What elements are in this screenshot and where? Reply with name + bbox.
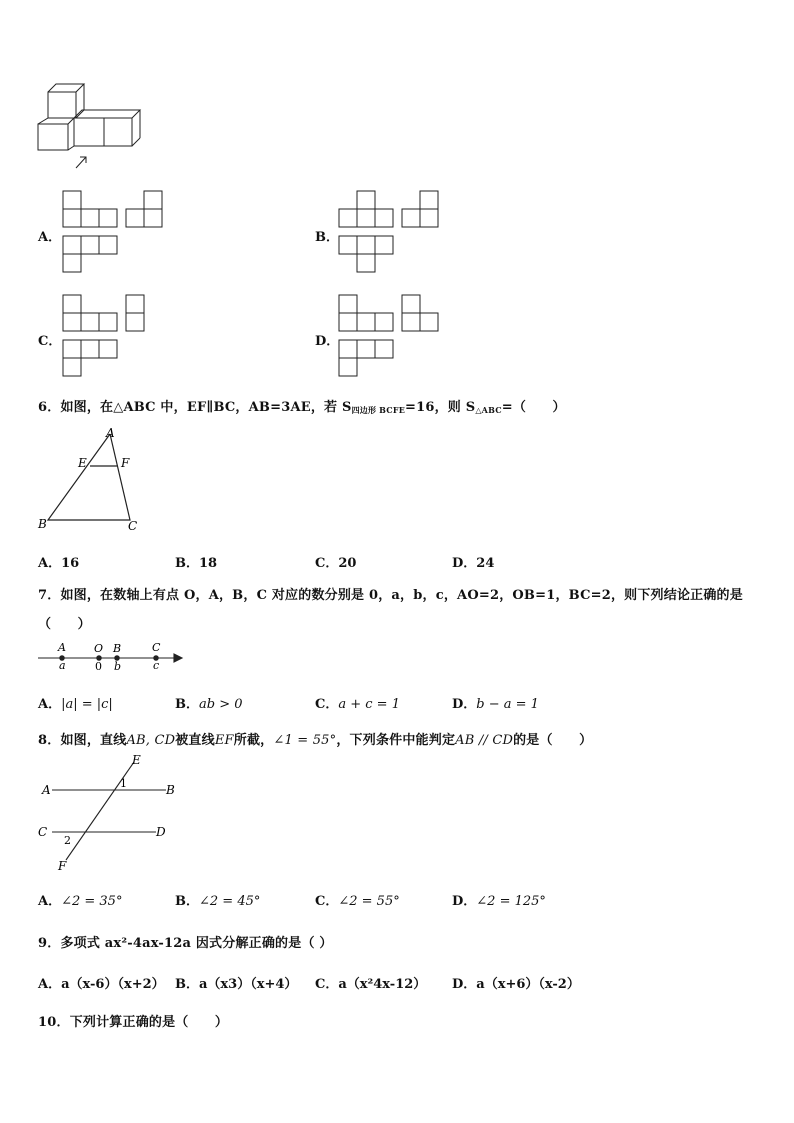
q7-label-A: A — [58, 641, 66, 654]
q7-label-B: B — [113, 642, 122, 655]
q7-stem: 7．如图，在数轴上有点 O，A，B，C 对应的数分别是 0，a，b，c，AO=2，OB=1，BC=2，则下列结论正确的是 — [38, 588, 743, 603]
view-direction-arrow-icon — [76, 157, 86, 168]
q6-option-c: C．20 — [315, 556, 357, 571]
q7-option-a: A．|a| = |c| — [38, 697, 113, 712]
q9-option-b: B．a（x3）（x+4） — [175, 977, 298, 992]
q7-label-O: O — [94, 642, 104, 655]
q5-option-c-figure — [60, 292, 152, 378]
q6-option-d: D．24 — [452, 556, 495, 571]
q9-option-a: A．a（x-6）（x+2） — [38, 977, 165, 992]
q8-option-c: C．∠2 = 55° — [315, 894, 400, 909]
q7-label-zero: 0 — [95, 660, 102, 673]
q8-label-b: B — [166, 783, 175, 797]
q10-stem: 10．下列计算正确的是（ ） — [38, 1015, 229, 1030]
q8-label-d: D — [156, 825, 166, 839]
cube-solid-figure — [36, 82, 142, 174]
q9-option-c: C．a（x²4x-12） — [315, 977, 427, 992]
q7-option-b: B．ab > 0 — [175, 697, 243, 712]
q5-option-d-figure — [336, 292, 442, 378]
q6-label-a: A — [106, 426, 115, 440]
q6-option-b: B．18 — [175, 556, 218, 571]
q9-option-d: D．a（x+6）（x-2） — [452, 977, 580, 992]
q8-stem: 8．如图，直线AB, CD被直线EF所截，∠1 = 55°，下列条件中能判定AB // CD的是（ ） — [38, 733, 593, 748]
q5-option-d-label: D． — [315, 334, 340, 349]
q6-label-e: E — [78, 456, 87, 470]
q5-option-a-label: A． — [38, 230, 62, 245]
q7-option-d: D．b − a = 1 — [452, 697, 539, 712]
q6-label-c: C — [128, 519, 138, 533]
q9-stem: 9．多项式 ax²-4ax-12a 因式分解正确的是（ ） — [38, 936, 333, 951]
q8-label-c: C — [38, 825, 48, 839]
q5-option-b-figure — [336, 188, 442, 274]
q5-option-c-label: C． — [38, 334, 62, 349]
q8-parallel-lines-figure — [36, 752, 186, 874]
q7-number-line-figure — [36, 638, 186, 674]
q6-triangle-figure — [36, 426, 146, 534]
q8-label-f: F — [58, 859, 67, 873]
q7-label-b: b — [114, 660, 122, 673]
q5-option-b-label: B． — [315, 230, 339, 245]
q6-label-f: F — [121, 456, 130, 470]
q5-option-a-figure — [60, 188, 166, 274]
q6-option-a: A．16 — [38, 556, 80, 571]
q8-label-angle-2: 2 — [64, 834, 71, 847]
q6-label-b: B — [38, 517, 47, 531]
q7-option-c: C．a + c = 1 — [315, 697, 400, 712]
q8-option-b: B．∠2 = 45° — [175, 894, 261, 909]
number-line-arrow-icon — [174, 654, 182, 662]
q8-label-e: E — [132, 753, 141, 767]
q6-stem: 6．如图，在△ABC 中，EF∥BC，AB=3AE，若 $S_{四边形 BCFE}=16$，则 $S_{\triangle ABC}=$（ ） — [38, 400, 566, 415]
q8-option-a: A．∠2 = 35° — [38, 894, 123, 909]
q7-label-c: c — [153, 659, 160, 672]
q8-label-angle-1: 1 — [120, 777, 127, 790]
q7-label-a: a — [59, 659, 66, 672]
q8-option-d: D．∠2 = 125° — [452, 894, 546, 909]
q8-label-a: A — [42, 783, 51, 797]
q7-paren: （ ） — [38, 617, 91, 632]
q7-label-C: C — [152, 641, 161, 654]
